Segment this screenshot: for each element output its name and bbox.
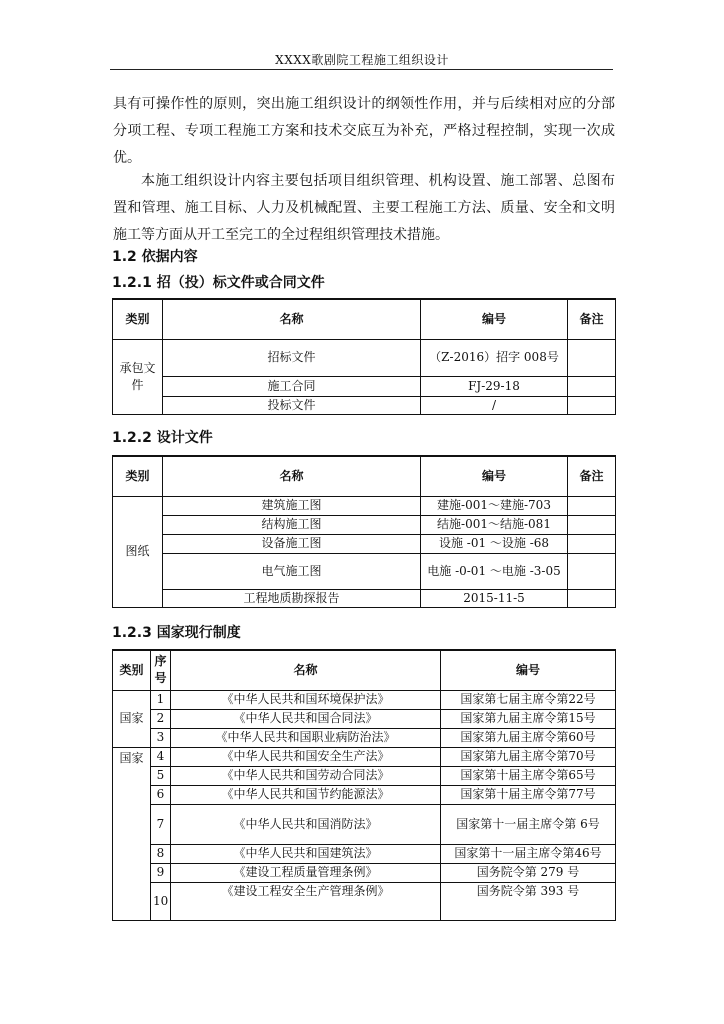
name-cell: 《中华人民共和国建筑法》 (171, 844, 441, 863)
heading-1-2: 1.2 依据内容 (112, 249, 198, 265)
table-row (113, 376, 616, 396)
code-cell: 国务院令第 393 号 (441, 882, 616, 920)
name-cell: 《中华人民共和国劳动合同法》 (171, 766, 441, 785)
name-cell: 招标文件 (163, 339, 421, 376)
table-row (113, 396, 616, 414)
table-row (113, 690, 616, 709)
table-row (113, 534, 616, 553)
col-header-code: 编号 (421, 299, 568, 339)
seq-cell: 4 (151, 747, 171, 766)
table-row (113, 747, 616, 766)
name-cell: 《中华人民共和国消防法》 (171, 804, 441, 844)
code-cell: 国家第十一届主席令第 6号 (441, 804, 616, 844)
code-cell: 设施 -01 ～设施 -68 (421, 534, 568, 553)
heading-1-2-2: 1.2.2 设计文件 (112, 430, 213, 446)
col-header-code: 编号 (441, 650, 616, 690)
heading-1-2-3: 1.2.3 国家现行制度 (112, 625, 241, 641)
table-row (113, 863, 616, 882)
code-cell: / (421, 396, 568, 414)
seq-cell: 8 (151, 844, 171, 863)
name-cell: 建筑施工图 (163, 496, 421, 515)
col-header-category: 类别 (113, 650, 151, 690)
category-cell: 承包文件 (113, 339, 163, 414)
document-header-title: XXXX歌剧院工程施工组织设计 (275, 53, 449, 67)
name-cell: 《中华人民共和国节约能源法》 (171, 785, 441, 804)
col-header-category: 类别 (113, 299, 163, 339)
note-cell (568, 339, 616, 376)
code-cell: 电施 -0-01 ～电施 -3-05 (421, 553, 568, 589)
seq-cell: 6 (151, 785, 171, 804)
national-regulations-table (112, 649, 616, 921)
code-cell: 国务院令第 279 号 (441, 863, 616, 882)
table-row (113, 496, 616, 515)
heading-1-2-1: 1.2.1 招（投）标文件或合同文件 (112, 275, 325, 291)
col-header-seq: 序号 (151, 650, 171, 690)
col-header-name: 名称 (163, 456, 421, 496)
seq-cell: 1 (151, 690, 171, 709)
category-cell: 国家 (113, 747, 151, 920)
table-row (113, 785, 616, 804)
table-row (113, 553, 616, 589)
col-header-code: 编号 (421, 456, 568, 496)
code-cell: 2015-11-5 (421, 589, 568, 607)
col-header-note: 备注 (568, 299, 616, 339)
design-documents-table (112, 455, 616, 608)
code-cell: 国家第七届主席令第22号 (441, 690, 616, 709)
seq-cell: 7 (151, 804, 171, 844)
table-row (113, 515, 616, 534)
note-cell (568, 396, 616, 414)
col-header-name: 名称 (163, 299, 421, 339)
code-cell: （Z-2016）招字 008号 (421, 339, 568, 376)
category-cell: 图纸 (113, 496, 163, 607)
code-cell: 国家第十届主席令第65号 (441, 766, 616, 785)
table-row (113, 844, 616, 863)
table-row (113, 804, 616, 844)
note-cell (568, 534, 616, 553)
code-cell: 国家第九届主席令第15号 (441, 709, 616, 728)
code-cell: 国家第九届主席令第60号 (441, 728, 616, 747)
table-row (113, 589, 616, 607)
note-cell (568, 376, 616, 396)
name-cell: 《建设工程安全生产管理条例》 (171, 882, 441, 920)
tender-documents-table (112, 298, 616, 415)
category-cell: 国家 (113, 690, 151, 747)
paragraph-2: 本施工组织设计内容主要包括项目组织管理、机构设置、施工部署、总图布置和管理、施工目标、人力及机械配置、主要工程施工方法、质量、安全和文明施工等方面从开工至完工的全过程组织管理技术措施。 (113, 173, 615, 243)
name-cell: 结构施工图 (163, 515, 421, 534)
table-row (113, 728, 616, 747)
note-cell (568, 496, 616, 515)
name-cell: 施工合同 (163, 376, 421, 396)
col-header-note: 备注 (568, 456, 616, 496)
table-row (113, 709, 616, 728)
code-cell: 国家第十一届主席令第46号 (441, 844, 616, 863)
col-header-name: 名称 (171, 650, 441, 690)
table-row (113, 766, 616, 785)
code-cell: 国家第九届主席令第70号 (441, 747, 616, 766)
name-cell: 《中华人民共和国安全生产法》 (171, 747, 441, 766)
col-header-category: 类别 (113, 456, 163, 496)
seq-cell: 3 (151, 728, 171, 747)
seq-cell: 5 (151, 766, 171, 785)
paragraph-1: 具有可操作性的原则，突出施工组织设计的纲领性作用，并与后续相对应的分部分项工程、专项工程施工方案和技术交底互为补充，严格过程控制，实现一次成优。 (113, 96, 615, 166)
note-cell (568, 515, 616, 534)
code-cell: 结施-001～结施-081 (421, 515, 568, 534)
name-cell: 《建设工程质量管理条例》 (171, 863, 441, 882)
name-cell: 设备施工图 (163, 534, 421, 553)
name-cell: 《中华人民共和国职业病防治法》 (171, 728, 441, 747)
name-cell: 《中华人民共和国环境保护法》 (171, 690, 441, 709)
header-divider (110, 69, 613, 70)
note-cell (568, 589, 616, 607)
seq-cell: 10 (151, 882, 171, 920)
table-row (113, 882, 616, 920)
code-cell: FJ-29-18 (421, 376, 568, 396)
name-cell: 电气施工图 (163, 553, 421, 589)
name-cell: 工程地质勘探报告 (163, 589, 421, 607)
note-cell (568, 553, 616, 589)
seq-cell: 9 (151, 863, 171, 882)
code-cell: 建施-001～建施-703 (421, 496, 568, 515)
seq-cell: 2 (151, 709, 171, 728)
table-row (113, 339, 616, 376)
name-cell: 投标文件 (163, 396, 421, 414)
code-cell: 国家第十届主席令第77号 (441, 785, 616, 804)
name-cell: 《中华人民共和国合同法》 (171, 709, 441, 728)
